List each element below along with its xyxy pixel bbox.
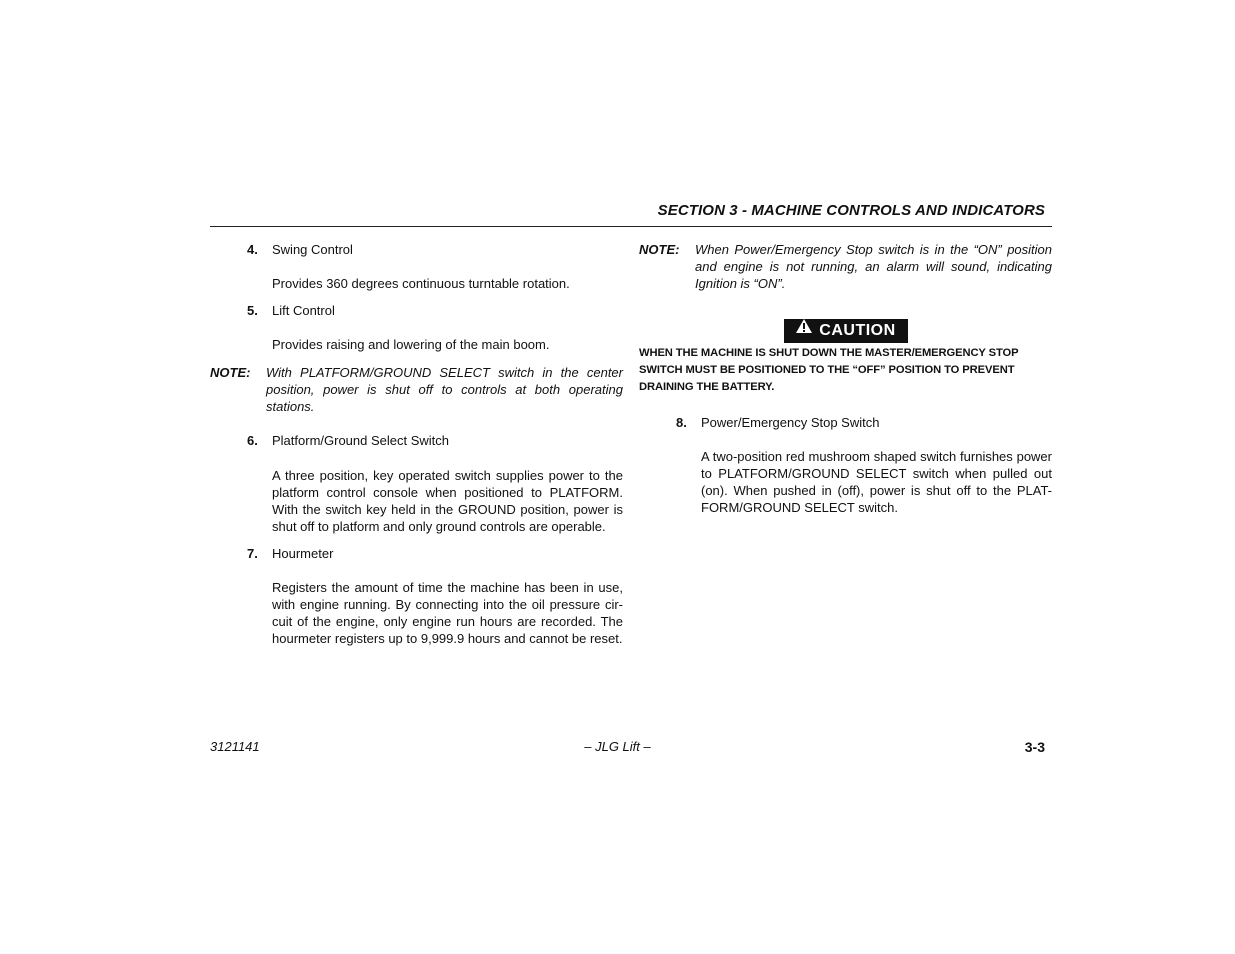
item-title: Lift Control [272,303,335,318]
caution-banner [784,319,908,343]
right-column [639,241,1052,516]
list-item [210,545,623,647]
note-block [639,241,1052,292]
footer-page-number: 3-3 [1024,739,1045,755]
item-description: Provides raising and lowering of the main boom. [272,337,550,352]
header-divider [210,226,1052,227]
item-description: Provides 360 degrees continuous turntable rotation. [272,276,570,291]
note-label: NOTE: [639,242,680,257]
note-label: NOTE: [210,365,251,380]
caution-block [639,319,1052,396]
warning-triangle-icon [795,318,813,342]
list-item [210,241,623,292]
item-description: A two-position red mushroom shaped switch furnishes power to PLATFORM/GROUND SELECT switch when pulled out (on). When pushed in (off), power is shut off to the PLAT-FORM/GROUND SELECT switch. [701,449,1052,515]
item-title: Hourmeter [272,546,334,561]
item-description: Registers the amount of time the machine has been in use, with engine running. By connecting into the oil pressure cir-cuit of the engine, only engine run hours are recorded. The hourmeter registers up to 9,999.9 hours and cannot be reset. [272,580,623,646]
note-text: When Power/Emergency Stop switch is in the “ON” position and engine is not running, an alarm will sound, indicating Ignition is “ON”. [695,242,1052,291]
item-title: Power/Emergency Stop Switch [701,415,880,430]
item-number: 6. [247,433,258,448]
item-number: 5. [247,303,258,318]
item-title: Platform/Ground Select Switch [272,433,450,448]
list-item [210,302,623,353]
item-title: Swing Control [272,242,353,257]
item-number: 8. [676,415,687,430]
note-block [210,364,623,415]
footer-publisher: – JLG Lift – [584,739,651,754]
note-text: With PLATFORM/GROUND SELECT switch in the center position, power is shut off to controls at both operating stations. [266,365,623,414]
caution-text: WHEN THE MACHINE IS SHUT DOWN THE MASTER/EMERGENCY STOP SWITCH MUST BE POSITIONED TO THE “OFF” POSITION TO PREVENT DRAINING THE BATTERY. [639,347,1019,393]
list-item [210,432,623,535]
item-number: 7. [247,546,258,561]
caution-label: CAUTION [819,322,896,340]
left-column [210,241,623,647]
item-description: A three position, key operated switch supplies power to the platform control console when positioned to PLATFORM. With the switch key held in the GROUND position, power is shut off to platform and only ground controls are operable. [272,468,623,534]
footer-doc-number: 3121141 [210,739,260,754]
section-title: SECTION 3 - MACHINE CONTROLS AND INDICATORS [657,202,1045,219]
list-item [639,414,1052,516]
item-number: 4. [247,242,258,257]
